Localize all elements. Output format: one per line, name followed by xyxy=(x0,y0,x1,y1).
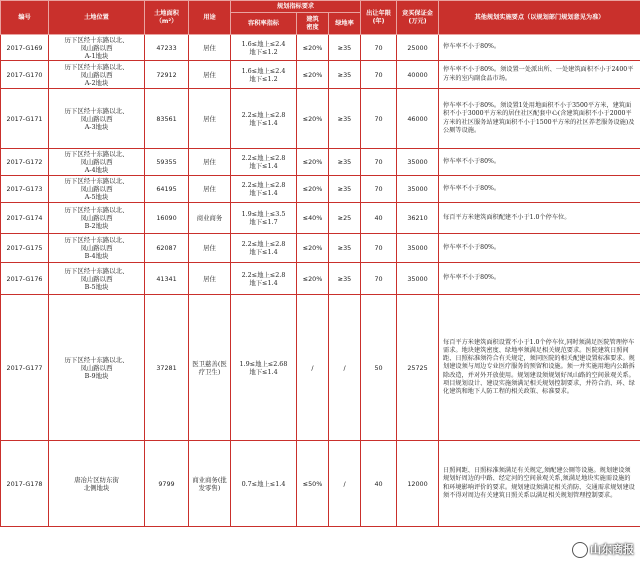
cell-location xyxy=(49,234,145,263)
far-line: 地下≤1.2 xyxy=(249,74,278,83)
header-area xyxy=(145,1,189,35)
location-line: 历下区经十东路以北、 xyxy=(64,177,129,185)
cell-far xyxy=(231,263,297,295)
cell-use: 商业商务(批发零售) xyxy=(189,441,231,527)
header-density xyxy=(297,13,329,35)
header-area-label: 土地面积 xyxy=(154,9,179,17)
cell-term: 70 xyxy=(361,35,397,61)
cell-code: 2017-G169 xyxy=(1,35,49,61)
location-line: 凤山路以西 xyxy=(80,274,113,283)
cell-green: ≥35 xyxy=(329,35,361,61)
cell-density: ≤20% xyxy=(297,263,329,295)
location-line: B-9地块 xyxy=(84,371,109,380)
cell-location xyxy=(49,35,145,61)
cell-far xyxy=(231,176,297,203)
cell-green: ≥35 xyxy=(329,263,361,295)
cell-other: 停车率不小于80%。 xyxy=(439,35,640,61)
far-line: 1.6≤地上≤2.4 xyxy=(241,66,286,75)
table-row xyxy=(1,35,640,61)
table-row xyxy=(1,61,640,89)
far-line: 地下≤1.4 xyxy=(249,248,278,256)
location-line: 历下区经十东路以北、 xyxy=(64,35,129,44)
header-term-label: 出让年限 xyxy=(366,9,391,17)
cell-far xyxy=(231,35,297,61)
far-line: 2.2≤地上≤2.8 xyxy=(241,270,286,279)
header-density-label-2: 密度 xyxy=(306,23,319,31)
cell-far xyxy=(231,234,297,263)
location-line: 凤山路以西 xyxy=(80,363,113,372)
cell-term: 70 xyxy=(361,176,397,203)
far-line: 2.2≤地上≤2.8 xyxy=(241,154,286,162)
cell-code: 2017-G176 xyxy=(1,263,49,295)
location-line: A-4地块 xyxy=(84,166,109,174)
location-line: A-3地块 xyxy=(84,122,109,131)
cell-green: ≥35 xyxy=(329,176,361,203)
cell-use: 居住 xyxy=(189,176,231,203)
cell-area: 41341 xyxy=(145,263,189,295)
location-line: B-5地块 xyxy=(84,282,109,291)
location-line: 历下区经十东路以北、 xyxy=(64,236,129,244)
header-far: 容积率指标 xyxy=(231,13,297,35)
cell-deposit: 35000 xyxy=(397,149,439,176)
cell-code: 2017-G174 xyxy=(1,203,49,234)
cell-deposit: 25000 xyxy=(397,35,439,61)
far-line: 地下≤1.4 xyxy=(249,118,278,127)
table-row xyxy=(1,203,640,234)
cell-location xyxy=(49,176,145,203)
far-line: 1.9≤地上≤2.68 xyxy=(239,359,288,368)
cell-green: ≥35 xyxy=(329,61,361,89)
cell-code: 2017-G175 xyxy=(1,234,49,263)
cell-density: ≤20% xyxy=(297,61,329,89)
cell-code: 2017-G178 xyxy=(1,441,49,527)
header-location: 土地位置 xyxy=(49,1,145,35)
location-line: 历下区经十东路以北、 xyxy=(64,355,129,364)
cell-deposit: 40000 xyxy=(397,61,439,89)
cell-deposit: 12000 xyxy=(397,441,439,527)
header-other: 其他规划实施要点（以规划部门规划意见为准） xyxy=(439,1,640,35)
cell-use: 居住 xyxy=(189,149,231,176)
location-line: 凤山路以西 xyxy=(80,185,113,193)
location-line: 历下区经十东路以北、 xyxy=(64,106,129,115)
cell-other: 停车率不小于80%。须设置一处派出所、一处建筑面积不小于2400平方米的室内副食品市场。 xyxy=(439,61,640,89)
header-density-label: 建筑 xyxy=(306,15,319,23)
cell-density: / xyxy=(297,295,329,441)
cell-location xyxy=(49,149,145,176)
cell-other: 停车率不小于80%。须设置1处用地面积不小于3500平方米，建筑面积不小于3000平方米的居住社区配套中心(含建筑面积不小于2000平方米的社区服务站建筑面积不小于1500平方米的社区养老服务设施)及公厕等设施。 xyxy=(439,89,640,149)
location-line: 历下区经十东路以北、 xyxy=(64,266,129,275)
cell-area: 83561 xyxy=(145,89,189,149)
cell-area: 37281 xyxy=(145,295,189,441)
cell-density: ≤20% xyxy=(297,176,329,203)
location-line: 唐冶片区纺东街 xyxy=(74,475,119,484)
header-area-unit: （m²） xyxy=(155,17,178,25)
cell-deposit: 35000 xyxy=(397,263,439,295)
location-line: 凤山路以西 xyxy=(80,214,113,222)
cell-density: ≤20% xyxy=(297,234,329,263)
cell-deposit: 46000 xyxy=(397,89,439,149)
cell-density: ≤50% xyxy=(297,441,329,527)
location-line: 历下区经十东路以北、 xyxy=(64,62,129,71)
location-line: 凤山路以西 xyxy=(80,244,113,252)
cell-other: 日照间距、日照标准须满足有关规定,须配建公厕等设施。规划建设须规划好周边的中路、经定河的空间景观关系,须满足地块实施需设施的和环境影响评价的要求。规划建设须满足相关消防、交通需求规划建设须不得对周边有关建筑日照关系以满足相关规划管理控制要求。 xyxy=(439,441,640,527)
cell-far xyxy=(231,203,297,234)
location-line: 历下区经十东路以北、 xyxy=(64,206,129,214)
cell-far xyxy=(231,149,297,176)
cell-code: 2017-G172 xyxy=(1,149,49,176)
cell-location xyxy=(49,295,145,441)
location-line: 历下区经十东路以北、 xyxy=(64,150,129,158)
cell-code: 2017-G170 xyxy=(1,61,49,89)
cell-green: / xyxy=(329,441,361,527)
table-row xyxy=(1,149,640,176)
far-line: 1.9≤地上≤3.5 xyxy=(241,210,286,218)
table-row xyxy=(1,176,640,203)
cell-term: 40 xyxy=(361,203,397,234)
cell-green: ≥35 xyxy=(329,89,361,149)
cell-density: ≤20% xyxy=(297,35,329,61)
cell-density: ≤20% xyxy=(297,89,329,149)
cell-far xyxy=(231,295,297,441)
cell-use: 居住 xyxy=(189,234,231,263)
far-line: 地下≤1.4 xyxy=(249,189,278,197)
header-row-1 xyxy=(1,1,640,13)
location-line: 凤山路以西 xyxy=(80,43,113,52)
cell-other: 每百平方米建筑面积配建不小于1.0个停车位。 xyxy=(439,203,640,234)
location-line: B-4地块 xyxy=(84,252,109,260)
cell-green: ≥25 xyxy=(329,203,361,234)
table-row xyxy=(1,89,640,149)
cell-use: 居住 xyxy=(189,89,231,149)
table-row xyxy=(1,441,640,527)
cell-use: 居住 xyxy=(189,61,231,89)
cell-term: 70 xyxy=(361,89,397,149)
cell-location xyxy=(49,263,145,295)
cell-term: 40 xyxy=(361,441,397,527)
cell-term: 70 xyxy=(361,149,397,176)
cell-term: 70 xyxy=(361,234,397,263)
location-line: A-5地块 xyxy=(84,193,109,201)
header-deposit-label: 竞买保证金 xyxy=(402,9,433,17)
table-row xyxy=(1,263,640,295)
cell-term: 50 xyxy=(361,295,397,441)
header-use: 用途 xyxy=(189,1,231,35)
cell-area: 64195 xyxy=(145,176,189,203)
cell-area: 16090 xyxy=(145,203,189,234)
cell-use: 医卫慈善(医疗卫生) xyxy=(189,295,231,441)
cell-other: 每百平方米建筑面积设置不小于1.0个停车位,同时须满足医院管理停车需求。地块建筑密度、绿地率须满足相关规范要求。医院建筑日照间距、日照标准须符合有关规定，须同医院的相关配建设置标准要求。规划建设须与周边专业医疗服务的预留和设施。须一并实施用地内公路拆除改造，并对外开放使用。规划建设须规划好凤山路的空间景观关系。项目规划设计、建设实施须满足相关规划控制要求，并符合消、环、绿化建筑和地下人防工程的相关政策、标准要求。 xyxy=(439,295,640,441)
location-line: B-2地块 xyxy=(84,222,109,230)
far-line: 地下≤1.4 xyxy=(249,162,278,170)
cell-other: 停车率不小于80%。 xyxy=(439,234,640,263)
cell-area: 9799 xyxy=(145,441,189,527)
cell-area: 59355 xyxy=(145,149,189,176)
cell-area: 47233 xyxy=(145,35,189,61)
table-row xyxy=(1,295,640,441)
cell-density: ≤40% xyxy=(297,203,329,234)
cell-term: 70 xyxy=(361,61,397,89)
cell-green: ≥35 xyxy=(329,234,361,263)
cell-other: 停车率不小于80%。 xyxy=(439,263,640,295)
cell-location xyxy=(49,203,145,234)
cell-other: 停车率不小于80%。 xyxy=(439,149,640,176)
cell-deposit: 36210 xyxy=(397,203,439,234)
table-body xyxy=(1,35,640,527)
cell-area: 62087 xyxy=(145,234,189,263)
watermark xyxy=(572,541,634,558)
far-line: 地下≤1.4 xyxy=(249,278,278,287)
cell-deposit: 25725 xyxy=(397,295,439,441)
location-line: 北侧地块 xyxy=(83,483,110,492)
cell-use: 居住 xyxy=(189,35,231,61)
cell-use: 居住 xyxy=(189,263,231,295)
location-line: 凤山路以西 xyxy=(80,70,113,79)
far-line: 2.2≤地上≤2.8 xyxy=(241,181,286,189)
location-line: 凤山路以西 xyxy=(80,114,113,123)
header-term xyxy=(361,1,397,35)
cell-term: 70 xyxy=(361,263,397,295)
location-line: A-2地块 xyxy=(84,78,109,87)
far-line: 2.2≤地上≤2.8 xyxy=(241,240,286,248)
location-line: A-1地块 xyxy=(84,51,109,60)
far-line: 1.6≤地上≤2.4 xyxy=(241,39,286,48)
far-line: 0.7≤地上≤1.4 xyxy=(241,479,286,488)
weibo-logo-icon xyxy=(572,542,588,558)
cell-far xyxy=(231,441,297,527)
header-deposit-unit: (万元) xyxy=(408,17,427,25)
far-line: 地下≤1.4 xyxy=(249,367,278,376)
cell-green: ≥35 xyxy=(329,149,361,176)
far-line: 地下≤1.7 xyxy=(249,218,278,226)
cell-far xyxy=(231,61,297,89)
location-line: 凤山路以西 xyxy=(80,158,113,166)
cell-green: / xyxy=(329,295,361,441)
cell-area: 72912 xyxy=(145,61,189,89)
watermark-text: 山东商报 xyxy=(590,543,634,556)
cell-location xyxy=(49,61,145,89)
cell-code: 2017-G171 xyxy=(1,89,49,149)
cell-location xyxy=(49,441,145,527)
cell-use: 商业商务 xyxy=(189,203,231,234)
cell-code: 2017-G173 xyxy=(1,176,49,203)
cell-code: 2017-G177 xyxy=(1,295,49,441)
cell-density: ≤20% xyxy=(297,149,329,176)
header-green: 绿地率 xyxy=(329,13,361,35)
header-term-unit: (年) xyxy=(372,17,385,25)
far-line: 地下≤1.2 xyxy=(249,47,278,56)
cell-location xyxy=(49,89,145,149)
header-code: 编号 xyxy=(1,1,49,35)
cell-other: 停车率不小于80%。 xyxy=(439,176,640,203)
cell-deposit: 35000 xyxy=(397,234,439,263)
cell-far xyxy=(231,89,297,149)
far-line: 2.2≤地上≤2.8 xyxy=(241,110,286,119)
header-deposit xyxy=(397,1,439,35)
table-row xyxy=(1,234,640,263)
cell-deposit: 35000 xyxy=(397,176,439,203)
header-planning: 规划指标要求 xyxy=(231,1,361,13)
